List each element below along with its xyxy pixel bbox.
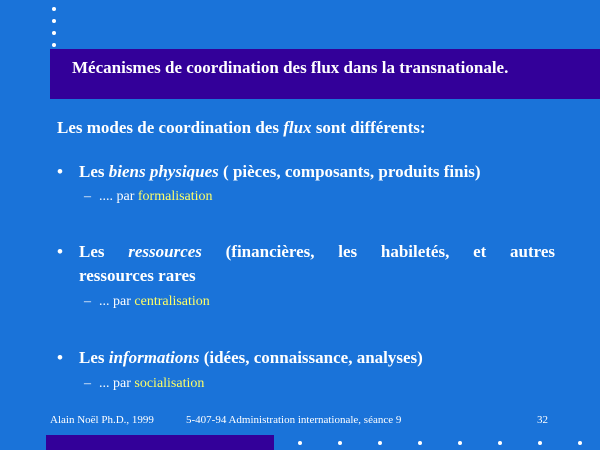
intro-before: Les modes de coordination des	[57, 118, 284, 137]
bullet-mark: •	[57, 242, 63, 261]
bullet-text-before: Les	[79, 162, 109, 181]
bullet-text	[79, 162, 481, 182]
decor-dot	[338, 441, 342, 445]
decor-dot	[298, 441, 302, 445]
bullet-text-line2: ressources rares	[79, 266, 196, 285]
page-number: 32	[537, 414, 548, 426]
sub-highlight: formalisation	[137, 189, 213, 204]
bullet-text-after: ( pièces, composants, produits finis)	[218, 162, 481, 181]
decor-dot	[52, 43, 56, 47]
decor-dot	[52, 19, 56, 23]
sub-dash: –	[84, 189, 91, 204]
decor-dot	[498, 441, 502, 445]
sub-highlight: centralisation	[134, 294, 210, 309]
sub-highlight: socialisation	[134, 376, 205, 391]
sub-bullet-socialisation	[84, 376, 204, 392]
bullet-text	[79, 242, 555, 262]
footer-author: Alain Noël Ph.D., 1999	[50, 414, 154, 426]
decor-dot	[538, 441, 542, 445]
bullet-text-after: (financières, les habiletés, et autres	[201, 242, 556, 261]
footer-course: 5-407-94 Administration internationale, séance 9	[186, 414, 402, 426]
bullet-mark: •	[57, 162, 63, 181]
decor-dot	[52, 7, 56, 11]
bullet-text-before: Les	[79, 348, 109, 367]
sub-text: .... par	[99, 189, 138, 204]
decor-dot	[578, 441, 582, 445]
bullet-emphasis: informations	[108, 348, 200, 367]
decor-dot	[458, 441, 462, 445]
intro-emphasis: flux	[283, 118, 312, 137]
slide-title: Mécanismes de coordination des flux dans la transnationale.	[72, 58, 509, 77]
decor-dot	[378, 441, 382, 445]
bullet-emphasis: biens physiques	[108, 162, 219, 181]
sub-dash: –	[84, 376, 91, 391]
bullet-emphasis: ressources	[128, 242, 202, 261]
bullet-text-after: (idées, connaissance, analyses)	[199, 348, 423, 367]
sub-dash: –	[84, 294, 91, 309]
sub-bullet-formalisation	[84, 189, 213, 205]
intro-after: sont différents:	[311, 118, 426, 137]
decor-dot	[418, 441, 422, 445]
decor-dot	[52, 31, 56, 35]
bottom-bar	[46, 435, 274, 450]
sub-text: ... par	[99, 376, 135, 391]
bullet-text	[79, 348, 423, 368]
bullet-mark: •	[57, 348, 63, 367]
sub-bullet-centralisation	[84, 294, 210, 310]
bullet-text-before: Les	[79, 242, 129, 261]
sub-text: ... par	[99, 294, 135, 309]
intro-line	[57, 118, 426, 138]
